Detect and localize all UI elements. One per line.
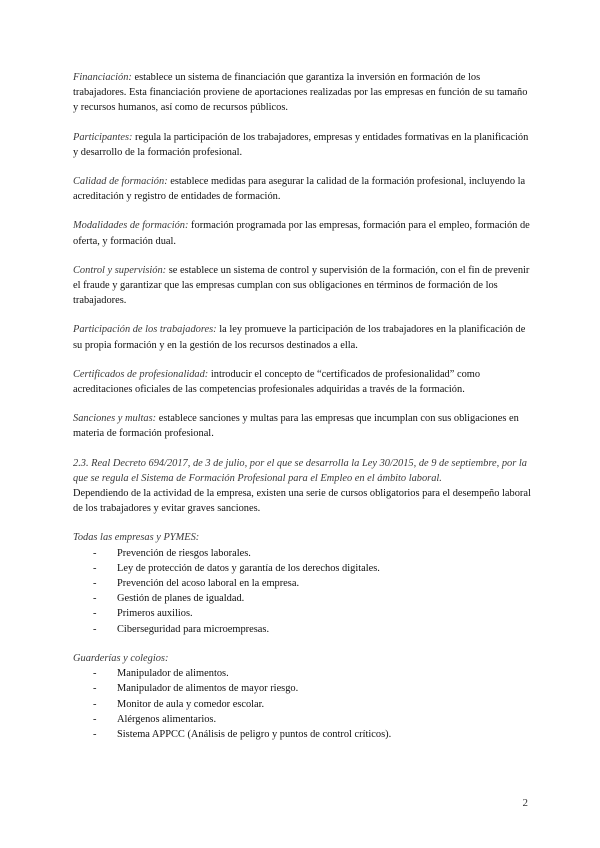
paragraph-text: se establece un sistema de control y supervisión de la formación, con el fin de prevenir el fraude y garantizar que las empresas cumplan con sus obligaciones en términos de formación de los trabajadores. [73,264,530,307]
list-item-text: Manipulador de alimentos. [117,668,229,680]
list-item-text: Gestión de planes de igualdad. [117,593,245,605]
paragraph-text: regula la participación de los trabajadores, empresas y entidades formativas en la planificación y desarrollo de la formación profesional. [73,131,529,158]
section-intro: Dependiendo de la actividad de la empresa, existen una serie de cursos obligatorios para el desempeño laboral de los trabajadores y evitar graves sanciones. [73,488,531,515]
list-item [93,681,533,696]
dash-marker: - [93,608,97,620]
paragraph-term: Calidad de formación: [73,176,168,188]
list-item [93,727,533,742]
paragraph-term: Sanciones y multas: [73,413,157,425]
group-title-empresas: Todas las empresas y PYMES: [73,532,200,544]
dash-marker: - [93,683,97,695]
dash-marker: - [93,562,97,574]
dash-marker: - [93,668,97,680]
list-item [93,666,533,681]
paragraph-text: establece medidas para asegurar la calidad de la formación profesional, incluyendo la acreditación y registro de entidades de formación. [73,176,526,203]
list-item-text: Prevención de riesgos laborales. [117,547,251,559]
paragraph-participantes [73,130,533,160]
paragraph-participacion [73,322,533,352]
list-item [93,561,533,576]
list-item-text: Ciberseguridad para microempresas. [117,623,270,635]
list-item-text: Primeros auxilios. [117,608,193,620]
page-content [73,70,533,756]
dash-marker: - [93,623,97,635]
paragraph-sanciones [73,411,533,441]
paragraph-term: Control y supervisión: [73,264,167,276]
list-item-text: Monitor de aula y comedor escolar. [117,698,265,710]
list-item-text: Ley de protección de datos y garantía de los derechos digitales. [117,562,380,574]
group-title-guarderias: Guarderías y colegios: [73,652,169,664]
list-empresas [73,546,533,637]
paragraph-certificados [73,367,533,397]
list-item [93,576,533,591]
paragraph-text: establece un sistema de financiación que garantiza la inversión en formación de los trabajadores. Esta financiación proviene de aportaciones realizadas por las empresas en función de su tamaño y recursos humanos, así como de recursos públicos. [73,72,528,114]
paragraph-financiacion [73,70,533,116]
page-number: 2 [522,797,528,809]
paragraph-control [73,263,533,309]
paragraph-term: Modalidades de formación: [73,220,189,232]
dash-marker: - [93,578,97,590]
dash-marker: - [93,713,97,725]
dash-marker: - [93,698,97,710]
paragraph-text: formación programada por las empresas, formación para el empleo, formación de oferta, y formación dual. [73,220,530,247]
list-item [93,546,533,561]
list-item [93,712,533,727]
paragraph-calidad [73,174,533,204]
paragraph-text: establece sanciones y multas para las empresas que incumplan con sus obligaciones en materia de formación profesional. [73,413,519,440]
list-item [93,622,533,637]
paragraph-text: la ley promueve la participación de los trabajadores en la planificación de su propia formación y en la gestión de los recursos destinados a ella. [73,324,526,351]
paragraph-term: Participación de los trabajadores: [73,324,217,336]
paragraph-text: introducir el concepto de “certificados de profesionalidad” como acreditaciones oficiales de las competencias profesionales adquiridas a través de la formación. [73,368,481,396]
list-item [93,606,533,621]
paragraph-term: Participantes: [73,131,133,143]
list-item-text: Alérgenos alimentarios. [117,713,217,725]
list-item-text: Sistema APPCC (Análisis de peligro y puntos de control críticos). [117,728,392,740]
dash-marker: - [93,547,97,559]
section-heading: 2.3. Real Decreto 694/2017, de 3 de julio, por el que se desarrolla la Ley 30/2015, de 9 de septiembre, por la que se regula el Sistema de Formación Profesional para el Empleo en el ámbito laboral. [73,457,527,484]
dash-marker: - [93,728,97,740]
paragraph-term: Financiación: [73,72,132,83]
paragraph-modalidades [73,218,533,248]
dash-marker: - [93,593,97,605]
list-item-text: Manipulador de alimentos de mayor riesgo. [117,683,299,695]
list-item [93,591,533,606]
list-item [93,697,533,712]
paragraph-term: Certificados de profesionalidad: [73,368,209,380]
list-item-text: Prevención del acoso laboral en la empresa. [117,578,300,590]
list-guarderias [73,666,533,742]
